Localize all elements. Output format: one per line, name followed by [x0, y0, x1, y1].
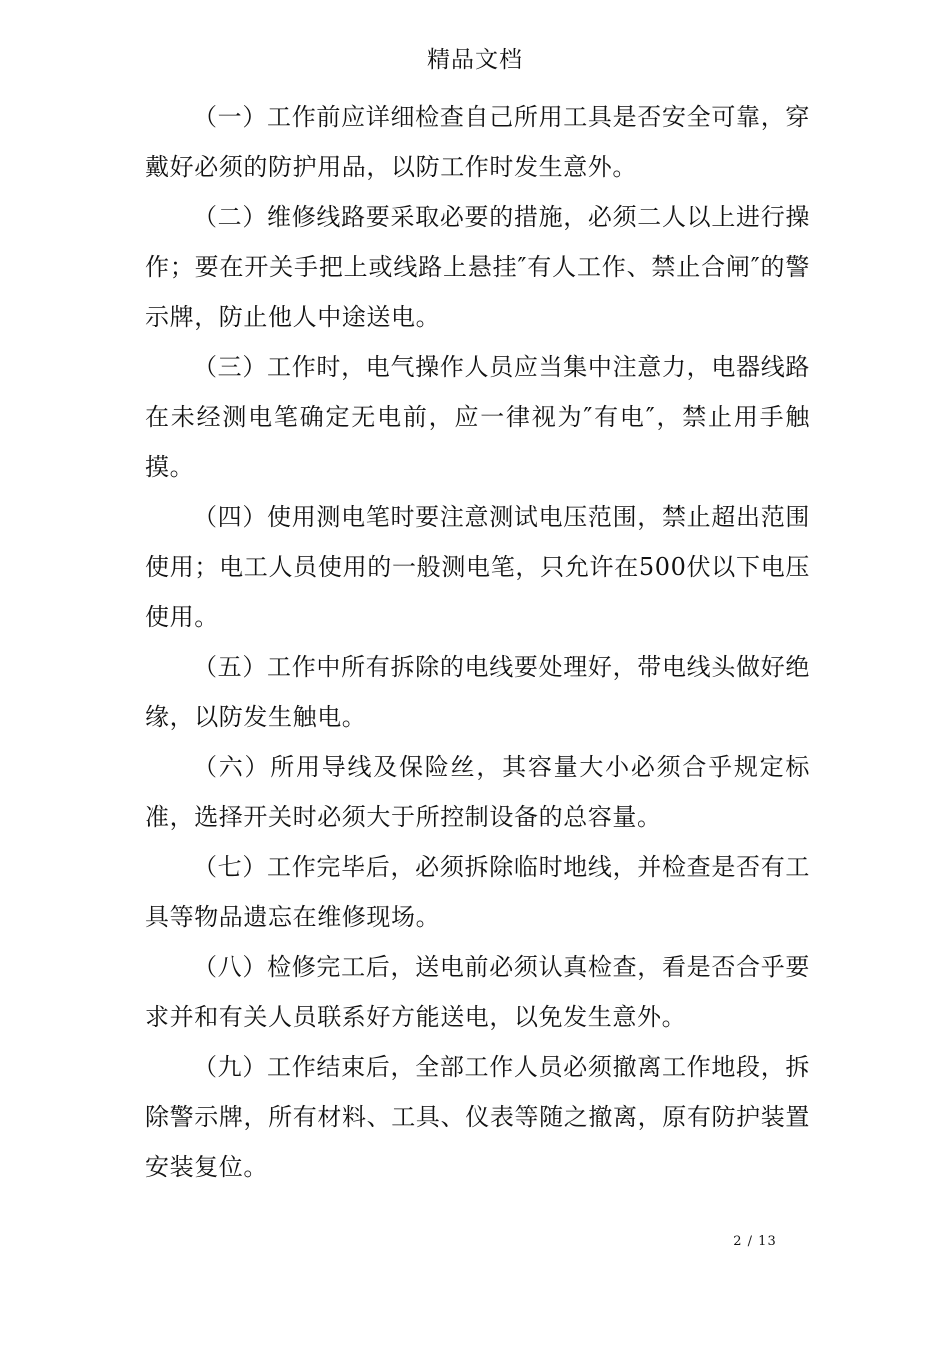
- paragraph-5: （五）工作中所有拆除的电线要处理好，带电线头做好绝缘，以防发生触电。: [145, 653, 810, 731]
- paragraph-8: （八）检修完工后，送电前必须认真检查，看是否合乎要求并和有关人员联系好方能送电，以免发生意外。: [145, 953, 810, 1031]
- paragraph-2: （二）维修线路要采取必要的措施，必须二人以上进行操作；要在开关手把上或线路上悬挂″有人工作、禁止合闸″的警示牌，防止他人中途送电。: [145, 203, 810, 331]
- page-number: 2 / 13: [733, 1234, 777, 1249]
- paragraph-3: （三）工作时，电气操作人员应当集中注意力，电器线路在未经测电笔确定无电前，应一律视为″有电″，禁止用手触摸。: [145, 353, 810, 481]
- paragraph-4: （四）使用测电笔时要注意测试电压范围，禁止超出范围使用；电工人员使用的一般测电笔，只允许在500伏以下电压使用。: [145, 503, 810, 631]
- paragraph-7: （七）工作完毕后，必须拆除临时地线，并检查是否有工具等物品遗忘在维修现场。: [145, 853, 810, 931]
- paragraph-1: （一）工作前应详细检查自己所用工具是否安全可靠，穿戴好必须的防护用品，以防工作时发生意外。: [145, 103, 810, 181]
- page-header-title: 精品文档: [427, 47, 523, 73]
- document-body: [145, 92, 810, 1192]
- paragraph-6: （六）所用导线及保险丝，其容量大小必须合乎规定标准，选择开关时必须大于所控制设备的总容量。: [145, 753, 810, 831]
- paragraph-9: （九）工作结束后，全部工作人员必须撤离工作地段，拆除警示牌，所有材料、工具、仪表等随之撤离，原有防护装置安装复位。: [145, 1053, 810, 1181]
